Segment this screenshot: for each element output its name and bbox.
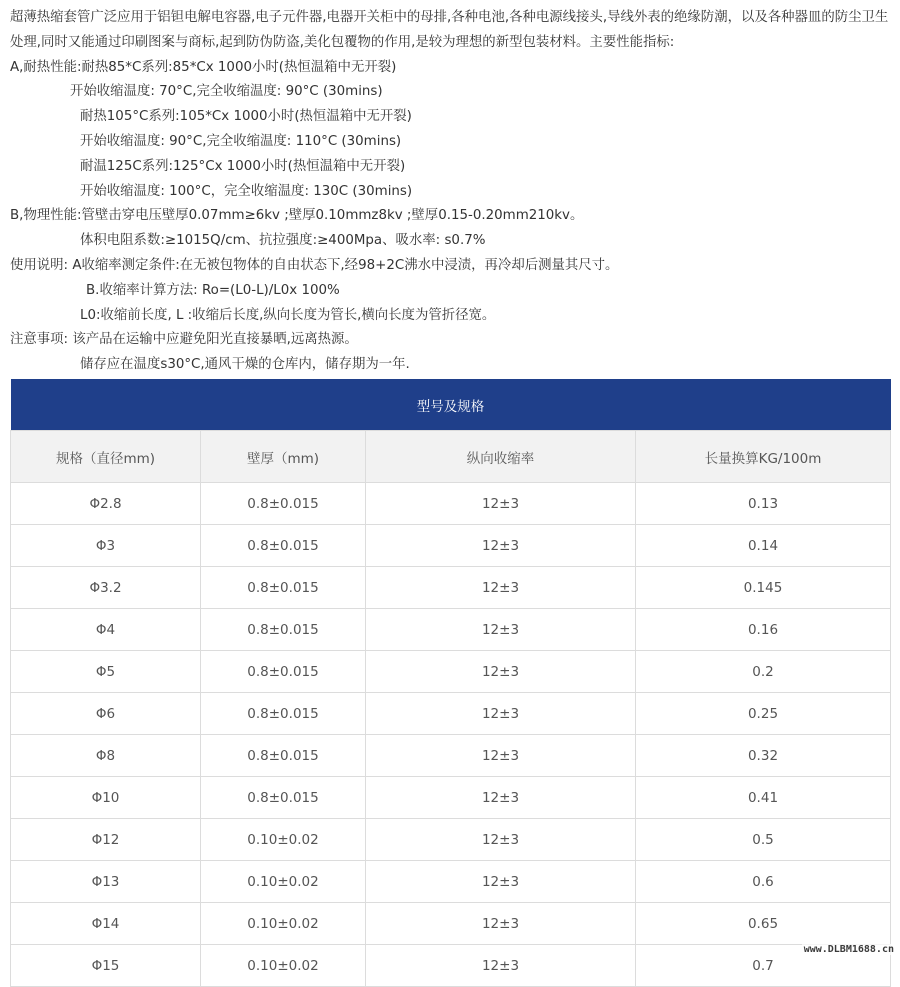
- cell-weight: 0.16: [636, 609, 891, 651]
- table-row: [11, 861, 891, 903]
- cell-diameter: Φ13: [11, 861, 201, 903]
- site-watermark: www.DLBM1688.cn: [803, 944, 894, 955]
- heat-performance-line: A,耐热性能:耐热85*C系列:85*Cx 1000小时(热恒温箱中无开裂): [10, 59, 397, 75]
- cell-weight: 0.25: [636, 693, 891, 735]
- cell-thickness: 0.10±0.02: [201, 861, 366, 903]
- cell-diameter: Φ3.2: [11, 567, 201, 609]
- cell-thickness: 0.8±0.015: [201, 609, 366, 651]
- cell-shrink-rate: 12±3: [366, 903, 636, 945]
- cell-weight: 0.13: [636, 483, 891, 525]
- cell-shrink-rate: 12±3: [366, 483, 636, 525]
- col-header-shrink-rate: 纵向收缩率: [366, 431, 636, 483]
- table-row: [11, 609, 891, 651]
- col-header-weight: 长量换算KG/100m: [636, 431, 891, 483]
- cell-diameter: Φ14: [11, 903, 201, 945]
- cell-thickness: 0.10±0.02: [201, 903, 366, 945]
- cell-shrink-rate: 12±3: [366, 567, 636, 609]
- cell-diameter: Φ10: [11, 777, 201, 819]
- table-title: 型号及规格: [11, 379, 891, 431]
- cell-shrink-rate: 12±3: [366, 693, 636, 735]
- cell-diameter: Φ2.8: [11, 483, 201, 525]
- shrink-formula-line: B.收缩率计算方法: Ro=(L0-L)/L0x 100%: [86, 282, 340, 298]
- table-row: [11, 525, 891, 567]
- cell-weight: 0.65: [636, 903, 891, 945]
- intro-paragraph: 超薄热缩套管广泛应用于铝钽电解电容器,电子元件器,电器开关柜中的母排,各种电池,各种电源线接头,导线外表的绝缘防潮，以及各种器皿的防尘卫生处理,同时又能通过印刷图案与商标,起到防伪防盗,美化包覆物的作用,是较为理想的新型包装材料。主要性能指标:: [10, 10, 889, 50]
- table-row: [11, 693, 891, 735]
- cell-weight: 0.41: [636, 777, 891, 819]
- table-row: [11, 483, 891, 525]
- cell-shrink-rate: 12±3: [366, 945, 636, 987]
- table-body: [11, 483, 891, 987]
- cell-diameter: Φ6: [11, 693, 201, 735]
- cell-thickness: 0.10±0.02: [201, 945, 366, 987]
- heat-105-line: 耐热105°C系列:105*Cx 1000小时(热恒温箱中无开裂): [80, 109, 412, 125]
- cell-thickness: 0.8±0.015: [201, 735, 366, 777]
- cell-thickness: 0.8±0.015: [201, 651, 366, 693]
- cell-diameter: Φ3: [11, 525, 201, 567]
- cell-thickness: 0.8±0.015: [201, 777, 366, 819]
- resistivity-line: 体积电阻系数:≥1015Q/cm、抗拉强度:≥400Mpa、吸水率: s0.7%: [80, 233, 486, 249]
- table-row: [11, 819, 891, 861]
- cell-weight: 0.7: [636, 945, 891, 987]
- col-header-diameter: 规格（直径mm): [11, 431, 201, 483]
- shrink-temp-85-line: 开始收缩温度: 70°C,完全收缩温度: 90°C (30mins): [70, 84, 383, 100]
- cell-shrink-rate: 12±3: [366, 525, 636, 567]
- table-row: [11, 903, 891, 945]
- cell-weight: 0.145: [636, 567, 891, 609]
- physical-performance-line: B,物理性能:管壁击穿电压壁厚0.07mm≥6kv ;壁厚0.10mmz8kv ;壁厚0.15-0.20mm210kv。: [10, 208, 584, 224]
- cell-weight: 0.32: [636, 735, 891, 777]
- table-row: [11, 651, 891, 693]
- table-header-row: [11, 431, 891, 483]
- cell-thickness: 0.8±0.015: [201, 525, 366, 567]
- cell-weight: 0.6: [636, 861, 891, 903]
- notice-line: 注意事项: 该产品在运输中应避免阳光直接暴晒,远离热源。: [10, 332, 358, 348]
- cell-shrink-rate: 12±3: [366, 609, 636, 651]
- cell-shrink-rate: 12±3: [366, 777, 636, 819]
- cell-diameter: Φ5: [11, 651, 201, 693]
- cell-shrink-rate: 12±3: [366, 861, 636, 903]
- shrink-temp-125-line: 开始收缩温度: 100°C，完全收缩温度: 130C (30mins): [80, 183, 413, 199]
- cell-shrink-rate: 12±3: [366, 651, 636, 693]
- heat-125-line: 耐温125C系列:125°Cx 1000小时(热恒温箱中无开裂): [80, 158, 406, 174]
- cell-diameter: Φ4: [11, 609, 201, 651]
- cell-shrink-rate: 12±3: [366, 819, 636, 861]
- cell-shrink-rate: 12±3: [366, 735, 636, 777]
- spec-table: [10, 379, 891, 987]
- table-row: [11, 777, 891, 819]
- length-definition-line: L0:收缩前长度, L :收缩后长度,纵向长度为管长,横向长度为管折径宽。: [80, 307, 496, 323]
- cell-diameter: Φ15: [11, 945, 201, 987]
- cell-diameter: Φ8: [11, 735, 201, 777]
- cell-thickness: 0.8±0.015: [201, 483, 366, 525]
- cell-thickness: 0.8±0.015: [201, 693, 366, 735]
- cell-weight: 0.5: [636, 819, 891, 861]
- cell-thickness: 0.10±0.02: [201, 819, 366, 861]
- usage-instruction-line: 使用说明: A收缩率测定条件:在无被包物体的自由状态下,经98+2C沸水中浸渍，再冷却后测量其尺寸。: [10, 257, 619, 273]
- col-header-thickness: 壁厚（mm): [201, 431, 366, 483]
- table-title-row: [11, 379, 891, 431]
- cell-weight: 0.2: [636, 651, 891, 693]
- table-row: [11, 735, 891, 777]
- cell-diameter: Φ12: [11, 819, 201, 861]
- product-description: [10, 6, 895, 378]
- cell-thickness: 0.8±0.015: [201, 567, 366, 609]
- table-row: [11, 567, 891, 609]
- table-row: [11, 945, 891, 987]
- cell-weight: 0.14: [636, 525, 891, 567]
- storage-line: 储存应在温度s30°C,通风干燥的仓库内，储存期为一年.: [80, 357, 410, 373]
- shrink-temp-105-line: 开始收缩温度: 90°C,完全收缩温度: 110°C (30mins): [80, 133, 402, 149]
